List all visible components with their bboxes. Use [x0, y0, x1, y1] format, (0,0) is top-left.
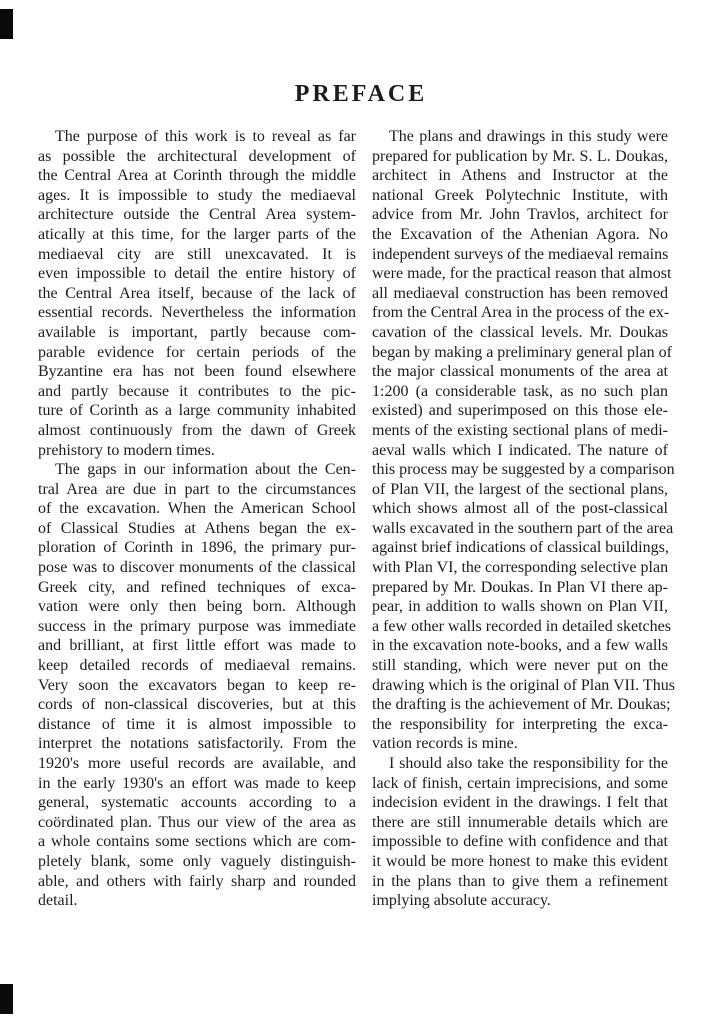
text-line: in the early 1930's an effort was made to keep	[38, 774, 356, 792]
text-line: mediaeval city are still unexcavated. It is	[38, 245, 356, 263]
text-line: as possible the architectural development of	[38, 147, 356, 165]
text-line: the Central Area at Corinth through the middle	[38, 167, 356, 185]
text-line: parable evidence for certain periods of the	[38, 343, 356, 361]
text-line: and brilliant, at first little effort was made to	[38, 637, 356, 655]
text-line: vation were only then being born. Although	[38, 598, 356, 616]
text-line: this process may be suggested by a comparison	[372, 461, 675, 479]
text-line: independent surveys of the mediaeval remains	[372, 245, 669, 263]
text-line: pose was to discover monuments of the classical	[38, 559, 356, 577]
text-line: interpret the notations satisfactorily. From the	[38, 735, 356, 753]
text-line: it would be more honest to make this evident	[372, 852, 668, 870]
text-line: began by making a preliminary general plan of	[372, 343, 672, 361]
text-line: cavation of the classical levels. Mr. Doukas	[372, 323, 668, 341]
text-line: ages. It is impossible to study the mediaeval	[38, 186, 356, 204]
text-line: Very soon the excavators began to keep re-	[38, 676, 356, 694]
text-line: almost continuously from the dawn of Greek	[38, 421, 356, 439]
text-line: were made, for the practical reason that almost	[372, 265, 672, 283]
text-line: there are still innumerable details which are	[372, 813, 668, 831]
text-line: keep detailed records of mediaeval remains.	[38, 657, 356, 675]
text-line: the drafting is the achievement of Mr. Doukas;	[372, 696, 671, 714]
text-line: able, and others with fairly sharp and rounded	[38, 872, 356, 890]
text-line: prepared by Mr. Doukas. In Plan VI there ap-	[372, 578, 668, 596]
text-line: atically at this time, for the larger parts of the	[38, 225, 356, 243]
page-title: PREFACE	[294, 81, 428, 107]
text-line: architecture outside the Central Area system-	[38, 206, 356, 224]
text-line: general, systematic accounts according to a	[38, 794, 356, 812]
scan-mark-top	[0, 9, 13, 39]
text-line: drawing which is the original of Plan VII. Thus	[372, 676, 675, 694]
text-line: Byzantine era has not been found elsewhere	[38, 363, 356, 381]
scan-mark-bottom	[0, 984, 13, 1014]
text-line: still standing, which were never put on the	[372, 657, 668, 675]
text-line: impossible to define with confidence and that	[372, 833, 668, 851]
text-line: the Central Area itself, because of the lack of	[38, 284, 356, 302]
text-line: The gaps in our information about the Cen-	[55, 461, 356, 479]
text-columns	[38, 127, 675, 911]
text-line: a few other walls recorded in detailed sketches	[372, 617, 671, 635]
text-line: even impossible to detail the entire history of	[38, 265, 356, 283]
text-line: of the excavation. When the American School	[38, 500, 356, 518]
text-line: pear, in addition to walls shown on Plan VII,	[372, 598, 668, 616]
text-line: the responsibility for interpreting the exca-	[372, 715, 668, 733]
text-line: national Greek Polytechnic Institute, with	[372, 186, 668, 204]
text-line: from the Central Area in the process of the ex-	[372, 304, 670, 322]
text-line: existed) and superimposed on this those ele-	[372, 402, 668, 420]
text-line: 1:200 (a considerable task, as no such plan	[372, 382, 668, 400]
text-line: I should also take the responsibility for the	[389, 755, 668, 772]
text-line: available is important, partly because com-	[38, 323, 356, 341]
text-line: coördinated plan. Thus our view of the area as	[38, 813, 356, 831]
text-line: The plans and drawings in this study were	[389, 128, 668, 145]
text-line: in the plans than to give them a refinement	[372, 872, 668, 890]
text-line: all mediaeval construction has been removed	[372, 284, 668, 302]
text-line: Greek city, and refined techniques of exca-	[38, 578, 356, 596]
text-line: prehistory to modern times.	[38, 441, 215, 459]
text-line: the major classical monuments of the area at	[372, 363, 668, 381]
text-line: tral Area are due in part to the circumstances	[38, 480, 356, 498]
text-line: indecision evident in the drawings. I felt that	[372, 794, 668, 812]
text-line: walls excavated in the southern part of the area	[372, 519, 674, 537]
text-line: the Excavation of the Athenian Agora. No	[372, 225, 668, 243]
text-line: of Classical Studies at Athens began the ex-	[38, 519, 356, 537]
text-line: ments of the existing sectional plans of medi-	[372, 421, 668, 439]
column-left	[38, 127, 356, 911]
text-line: prepared for publication by Mr. S. L. Doukas,	[372, 147, 668, 165]
text-line: of Plan VII, the largest of the sectional plans,	[372, 480, 668, 498]
text-line: distance of time it is almost impossible to	[38, 715, 356, 733]
text-line: a whole contains some sections which are com-	[38, 833, 356, 851]
text-line: The purpose of this work is to reveal as far	[55, 128, 356, 145]
text-line: against brief indications of classical buildings,	[372, 539, 669, 557]
text-line: architect in Athens and Instructor at the	[372, 167, 668, 185]
text-line: vation records is mine.	[372, 735, 518, 753]
text-line: detail.	[38, 892, 78, 910]
text-line: ture of Corinth as a large community inhabited	[38, 402, 356, 420]
text-line: aeval walls which I indicated. The nature of	[372, 441, 668, 459]
text-line: advice from Mr. John Travlos, architect for	[372, 206, 668, 224]
text-line: which shows almost all of the post-classical	[372, 500, 668, 518]
text-line: 1920's more useful records are available, and	[38, 755, 356, 772]
text-line: implying absolute accuracy.	[372, 892, 551, 910]
text-line: success in the primary purpose was immediate	[38, 617, 356, 635]
text-line: in the excavation note-books, and a few walls	[372, 637, 668, 655]
text-line: cords of non-classical discoveries, but at this	[38, 696, 356, 714]
text-line: and partly because it contributes to the pic-	[38, 382, 356, 400]
column-right	[372, 127, 675, 911]
text-line: with Plan VI, the corresponding selective plan	[372, 559, 669, 577]
text-line: lack of finish, certain imprecisions, and some	[372, 774, 668, 792]
text-line: pletely blank, some only vaguely distinguish-	[38, 852, 356, 870]
text-line: ploration of Corinth in 1896, the primary pur-	[38, 539, 356, 557]
text-line: essential records. Nevertheless the information	[38, 304, 356, 322]
